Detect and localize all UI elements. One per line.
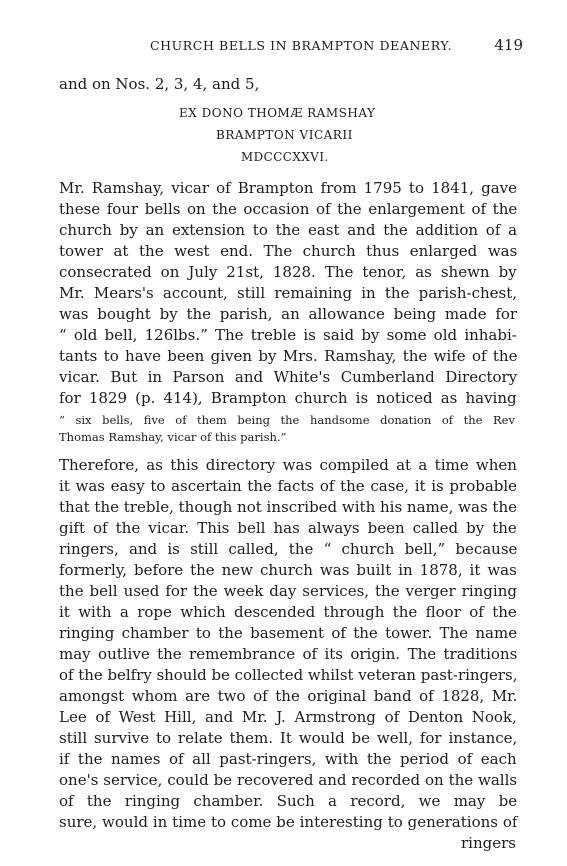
- paragraph-1-line: these four bells on the occasion of the enlargement of the: [59, 200, 518, 218]
- paragraph-2-line: that the treble, though not inscribed with his name, was the: [59, 498, 517, 516]
- intro-line: and on Nos. 2, 3, 4, and 5,: [59, 75, 260, 93]
- paragraph-1-line: “ old bell, 126lbs.” The treble is said by some old inhabi-: [59, 326, 517, 344]
- paragraph-2-line: one's service, could be recovered and recorded on the walls: [59, 771, 518, 789]
- quotation-line: Thomas Ramshay, vicar of this parish.”: [59, 430, 287, 444]
- paragraph-1-line: was bought by the parish, an allowance being made for: [59, 305, 518, 323]
- quotation-line: “ six bells, five of them being the handsome donation of the Rev: [59, 413, 515, 427]
- paragraph-1-line: tower at the west end. The church thus enlarged was: [59, 242, 518, 260]
- paragraph-1-line: vicar. But in Parson and White's Cumberland Directory: [59, 368, 518, 386]
- paragraph-2-line: amongst whom are two of the original band of 1828, Mr.: [59, 687, 518, 705]
- catchword: ringers: [461, 834, 516, 852]
- paragraph-2-line: it with a rope which descended through the floor of the: [59, 603, 517, 621]
- page-number: 419: [494, 36, 523, 54]
- paragraph-2-line: may outlive the remembrance of its origin. The traditions: [59, 645, 518, 663]
- paragraph-2-line: sure, would in time to come be interesting to generations of: [59, 813, 518, 831]
- inscription-line: EX DONO THOMÆ RAMSHAY: [179, 106, 376, 120]
- paragraph-1-line: Mr. Mears's account, still remaining in the parish-chest,: [59, 284, 518, 302]
- paragraph-2-line: Therefore, as this directory was compiled at a time when: [59, 456, 517, 474]
- paragraph-2-line: the bell used for the week day services, the verger ringing: [59, 582, 517, 600]
- paragraph-2-line: Lee of West Hill, and Mr. J. Armstrong of Denton Nook,: [59, 708, 517, 726]
- paragraph-1-line: for 1829 (p. 414), Brampton church is noticed as having: [59, 389, 517, 407]
- paragraph-2-line: of the ringing chamber. Such a record, we may be: [59, 792, 518, 810]
- paragraph-2-line: ringing chamber to the basement of the tower. The name: [59, 624, 518, 642]
- paragraph-1-line: church by an extension to the east and the addition of a: [59, 221, 518, 239]
- paragraph-2-line: gift of the vicar. This bell has always been called by the: [59, 519, 517, 537]
- paragraph-1-line: Mr. Ramshay, vicar of Brampton from 1795 to 1841, gave: [59, 179, 518, 197]
- paragraph-2-line: it was easy to ascertain the facts of the case, it is probable: [59, 477, 518, 495]
- paragraph-2-line: of the belfry should be collected whilst veteran past-ringers,: [59, 666, 518, 684]
- inscription-line: MDCCCXXVI.: [241, 150, 329, 164]
- paragraph-1-line: tants to have been given by Mrs. Ramshay, the wife of the: [59, 347, 518, 365]
- page-header: [60, 36, 523, 56]
- paragraph-2-line: if the names of all past-ringers, with the period of each: [59, 750, 517, 768]
- paragraph-1-line: consecrated on July 21st, 1828. The tenor, as shewn by: [59, 263, 517, 281]
- paragraph-2-line: still survive to relate them. It would be well, for instance,: [59, 729, 518, 747]
- inscription-line: BRAMPTON VICARII: [216, 128, 353, 142]
- paragraph-2-line: ringers, and is still called, the “ church bell,” because: [59, 540, 518, 558]
- running-head: CHURCH BELLS IN BRAMPTON DEANERY.: [150, 38, 453, 53]
- paragraph-2-line: formerly, before the new church was built in 1878, it was: [59, 561, 517, 579]
